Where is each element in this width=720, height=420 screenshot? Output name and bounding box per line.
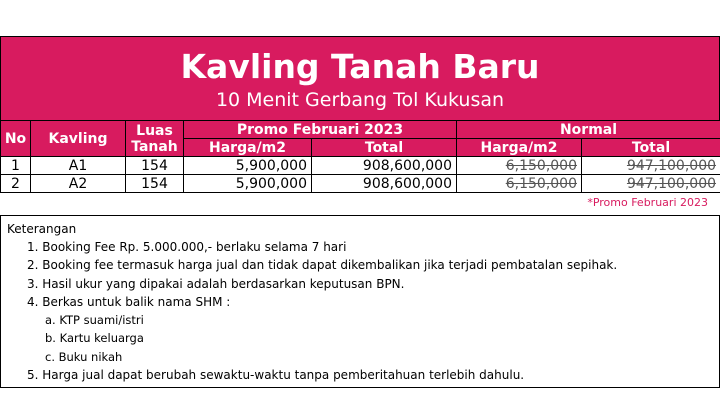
cell-kavling: A2 <box>31 175 126 193</box>
sub-list-container <box>27 311 713 366</box>
banner-subtitle: 10 Menit Gerbang Tol Kukusan <box>215 89 505 111</box>
header-normal-total: Total <box>582 139 720 157</box>
cell-luas: 154 <box>126 157 184 175</box>
price-sheet <box>0 36 720 211</box>
cell-normal-harga: 6,150,000 <box>505 175 577 192</box>
cell-promo-harga: 5,900,000 <box>184 157 312 175</box>
banner <box>0 36 720 120</box>
banner-title: Kavling Tanah Baru <box>180 47 540 86</box>
cell-promo-total: 908,600,000 <box>312 157 457 175</box>
cell-luas: 154 <box>126 175 184 193</box>
header-promo-harga: Harga/m2 <box>184 139 312 157</box>
cell-kavling: A1 <box>31 157 126 175</box>
header-luas-tanah <box>126 121 184 157</box>
header-normal-harga: Harga/m2 <box>457 139 582 157</box>
list-item: b. Kartu keluarga <box>45 331 144 346</box>
header-luas-line1: Luas <box>136 122 173 139</box>
header-normal-group: Normal <box>457 121 720 139</box>
cell-normal-harga: 6,150,000 <box>505 157 577 174</box>
header-no: No <box>1 121 31 157</box>
header-promo-group: Promo Februari 2023 <box>184 121 457 139</box>
table-row <box>1 157 720 175</box>
price-table <box>0 120 720 193</box>
table-row <box>1 175 720 193</box>
notes-box <box>0 215 720 388</box>
list-item: c. Buku nikah <box>45 349 123 364</box>
notes-heading: Keterangan <box>7 222 77 236</box>
cell-promo-harga: 5,900,000 <box>184 175 312 193</box>
list-item: 1. Booking Fee Rp. 5.000.000,- berlaku selama 7 hari <box>27 240 347 254</box>
list-item: 3. Hasil ukur yang dipakai adalah berdasarkan keputusan BPN. <box>27 276 405 291</box>
list-item: 5. Harga jual dapat berubah sewaktu-waktu tanpa pemberitahuan terlebih dahulu. <box>27 368 525 383</box>
header-kavling: Kavling <box>31 121 126 157</box>
list-item: 4. Berkas untuk balik nama SHM : <box>27 294 231 309</box>
cell-normal-total: 947,100,000 <box>626 175 717 192</box>
cell-normal-total: 947,100,000 <box>626 157 717 174</box>
cell-no: 2 <box>1 175 31 193</box>
list-item: 2. Booking fee termasuk harga jual dan tidak dapat dikembalikan jika terjadi pembatalan sepihak. <box>27 258 618 273</box>
header-luas-line2: Tanah <box>131 138 178 155</box>
header-promo-total: Total <box>312 139 457 157</box>
notes-list <box>27 238 713 384</box>
notes-sub-list <box>45 311 713 366</box>
list-item: a. KTP suami/istri <box>45 313 144 328</box>
promo-note: *Promo Februari 2023 <box>587 196 708 209</box>
cell-promo-total: 908,600,000 <box>312 175 457 193</box>
cell-no: 1 <box>1 157 31 175</box>
